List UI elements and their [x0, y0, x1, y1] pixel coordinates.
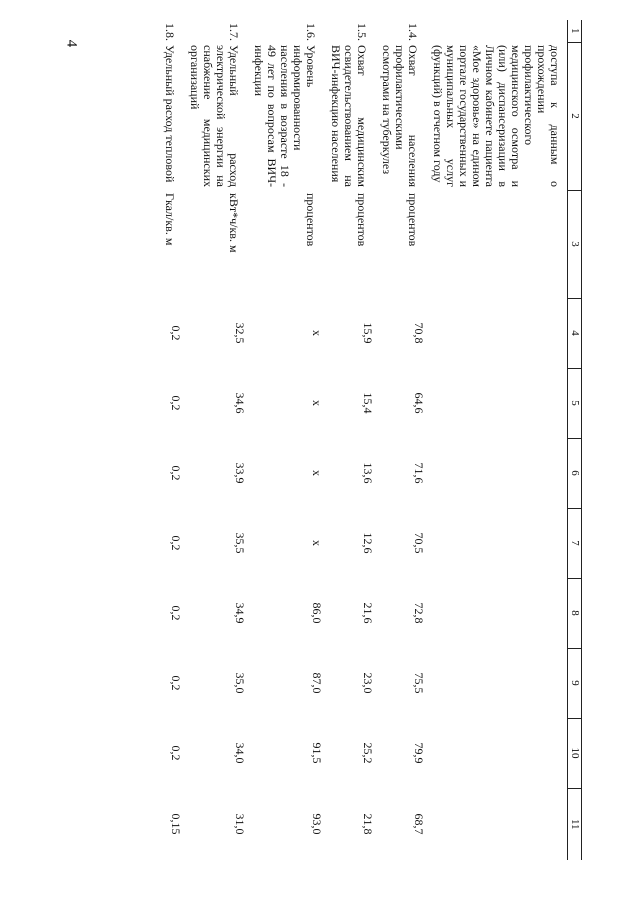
value-cell	[425, 788, 568, 860]
value-cell	[425, 718, 568, 788]
indicator-name: Охват медицинским освидетельствованием на ВИЧ-инфекцию населения	[329, 45, 369, 187]
table-row	[374, 20, 425, 860]
value-cell: 79,9	[412, 742, 426, 764]
value-cell: х	[310, 540, 324, 546]
value-cell: 68,7	[412, 813, 426, 835]
header-cell: 5	[568, 368, 582, 438]
value-cell	[425, 438, 568, 508]
indicator-table	[157, 20, 582, 860]
value-cell: х	[310, 330, 324, 336]
value-cell: 33,9	[233, 462, 247, 484]
value-cell: 15,4	[361, 392, 375, 414]
row-id: 1.7.	[227, 23, 241, 41]
value-cell: 75,5	[412, 672, 426, 694]
value-cell	[425, 578, 568, 648]
table-row	[246, 20, 323, 860]
header-cell: 2	[568, 42, 582, 190]
value-cell: 0,2	[169, 675, 183, 691]
table-row	[425, 20, 568, 860]
page-number: 4	[63, 39, 80, 48]
header-cell: 3	[568, 190, 582, 298]
value-cell: 34,0	[233, 742, 247, 764]
value-cell: 31,0	[233, 813, 247, 835]
value-cell	[425, 508, 568, 578]
value-cell: 21,8	[361, 813, 375, 835]
rotated-table-wrapper	[112, 20, 582, 860]
value-cell: 93,0	[310, 813, 324, 835]
table-row	[182, 20, 246, 860]
header-cell: 1	[568, 20, 582, 42]
value-cell: 64,6	[412, 392, 426, 414]
header-cell: 6	[568, 438, 582, 508]
value-cell: 15,9	[361, 322, 375, 344]
indicator-name: Удельный расход электрической энергии на снабжение медицинских организаций	[188, 45, 241, 187]
value-cell: 32,5	[233, 322, 247, 344]
value-cell: 12,6	[361, 532, 375, 554]
table-body	[157, 20, 582, 860]
value-cell: 0,2	[169, 325, 183, 341]
value-cell: 0,2	[169, 395, 183, 411]
unit-of-measure: Гкал/кв. м	[163, 193, 177, 246]
value-cell: 34,6	[233, 392, 247, 414]
value-cell: х	[310, 400, 324, 406]
value-cell: 0,2	[169, 605, 183, 621]
indicator-name: Удельный расход тепловой	[163, 45, 177, 183]
unit-of-measure	[425, 190, 568, 298]
indicator-name: Уровень информированности населения в возрасте 18 - 49 лет по вопросам ВИЧ-инфекции	[252, 45, 318, 187]
value-cell: 70,8	[412, 322, 426, 344]
value-cell: х	[310, 470, 324, 476]
unit-of-measure: процентов	[355, 193, 369, 247]
value-cell	[425, 368, 568, 438]
value-cell: 86,0	[310, 602, 324, 624]
value-cell: 71,6	[412, 462, 426, 484]
value-cell: 25,2	[361, 742, 375, 764]
value-cell: 0,2	[169, 745, 183, 761]
value-cell: 0,2	[169, 465, 183, 481]
row-id: 1.5.	[355, 23, 369, 41]
header-cell: 10	[568, 718, 582, 788]
table-row	[157, 20, 182, 860]
value-cell: 35,0	[233, 672, 247, 694]
value-cell: 34,9	[233, 602, 247, 624]
header-cell: 7	[568, 508, 582, 578]
header-cell: 8	[568, 578, 582, 648]
table-row	[323, 20, 374, 860]
value-cell: 21,6	[361, 602, 375, 624]
indicator-name: доступа к данным о прохождении профилактического медицинского осмотра и (или) диспансеризации в Личном кабинете пациента «Мое здоровье» на едином портале государственных и муниципальных услуг (функций) в отчетном году	[431, 45, 562, 187]
value-cell: 91,5	[310, 742, 324, 764]
row-id	[425, 20, 568, 42]
header-cell: 9	[568, 648, 582, 718]
unit-of-measure: процентов	[304, 193, 318, 247]
header-cell: 4	[568, 298, 582, 368]
value-cell	[425, 298, 568, 368]
value-cell: 87,0	[310, 672, 324, 694]
header-row	[568, 20, 582, 860]
value-cell: 0,15	[169, 813, 183, 835]
row-id: 1.6.	[304, 23, 318, 41]
value-cell	[425, 648, 568, 718]
value-cell: 13,6	[361, 462, 375, 484]
value-cell: 23,0	[361, 672, 375, 694]
header-cell: 11	[568, 788, 582, 860]
value-cell: 70,5	[412, 532, 426, 554]
value-cell: 0,2	[169, 535, 183, 551]
unit-of-measure: кВт*ч/кв. м	[227, 193, 241, 253]
value-cell: 35,5	[233, 532, 247, 554]
row-id: 1.4.	[406, 23, 420, 41]
indicator-name: Охват населения профилактическими осмотрами на туберкулез	[380, 45, 420, 187]
row-id: 1.8.	[163, 23, 177, 41]
unit-of-measure: процентов	[406, 193, 420, 247]
value-cell: 72,8	[412, 602, 426, 624]
